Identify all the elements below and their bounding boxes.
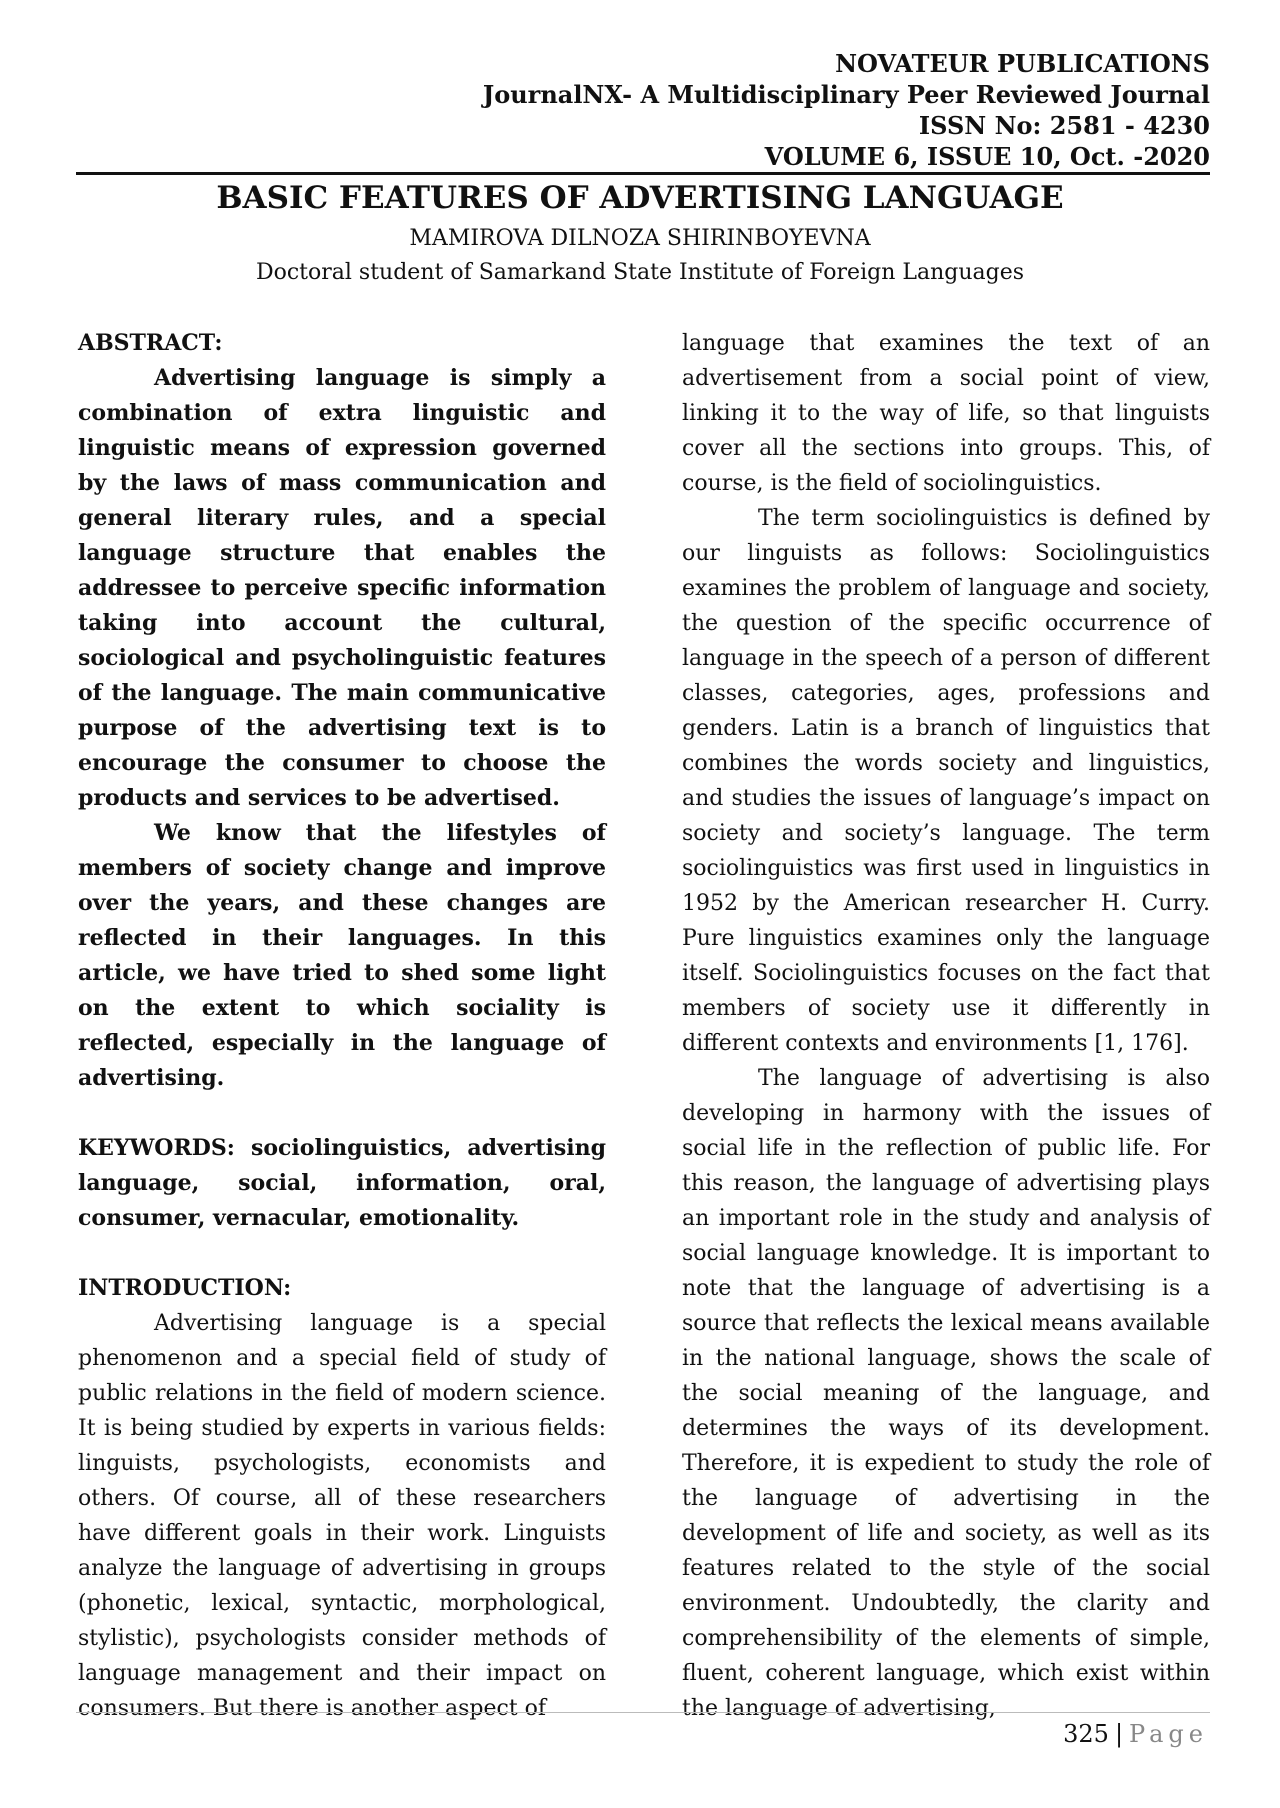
author-name: MAMIROVA DILNOZA SHIRINBOYEVNA	[409, 226, 871, 251]
page-footer	[1063, 1718, 1208, 1750]
journal-header	[483, 48, 1210, 172]
introduction-paragraph-1: Advertising language is a special phenomenon and a special field of study of public relations in the field of modern science. It is being studied by experts in various fields: linguists, psychologists, economists and others. Of course, all of these researchers have different goals in their work. Linguists analyze the language of advertising in groups (phonetic, lexical, syntactic, morphological, stylistic), psychologists consider methods of language management and their impact on consumers. But there is another aspect of	[78, 1311, 606, 1721]
keywords	[78, 1131, 606, 1236]
abstract-heading: ABSTRACT:	[78, 330, 223, 356]
journal-name: JournalNX- A Multidisciplinary Peer Reviewed Journal	[482, 80, 1210, 109]
paper-title: BASIC FEATURES OF ADVERTISING LANGUAGE	[216, 180, 1064, 216]
keywords-label: KEYWORDS:	[78, 1135, 235, 1161]
header-divider	[76, 172, 1210, 175]
spacer	[78, 1096, 606, 1131]
issn: ISSN No: 2581 - 4230	[918, 111, 1210, 140]
body-paragraph-2: The term sociolinguistics is defined by our linguists as follows: Sociolinguistics examines the problem of language and society, the question of the specific occurrence of language in the speech of a person of different classes, categories, ages, professions and genders. Latin is a branch of linguistics that combines the words society and linguistics, and studies the issues of language’s impact on society and society’s language. The term sociolinguistics was first used in linguistics in 1952 by the American researcher H. Curry. Pure linguistics examines only the language itself. Sociolinguistics focuses on the fact that members of society use it differently in different contexts and environments [1, 176].	[682, 506, 1210, 1056]
author-affiliation: Doctoral student of Samarkand State Institute of Foreign Languages	[255, 260, 1025, 285]
right-column	[682, 326, 1210, 1726]
page-label: Page	[1129, 1720, 1208, 1748]
keywords-text: sociolinguistics, advertising language, social, information, oral, consumer, vernacular, emotionality.	[78, 1135, 606, 1231]
body-paragraph-3: The language of advertising is also developing in harmony with the issues of social life in the reflection of public life. For this reason, the language of advertising plays an important role in the study and analysis of social language knowledge. It is important to note that the language of advertising is a source that reflects the lexical means available in the national language, shows the scale of the social meaning of the language, and determines the ways of its development. Therefore, it is expedient to study the role of the language of advertising in the development of life and society, as well as its features related to the style of the social environment. Undoubtedly, the clarity and comprehensibility of the elements of simple, fluent, coherent language, which exist within the language of advertising,	[682, 1066, 1210, 1721]
page-number: 325	[1063, 1720, 1109, 1748]
body-paragraph-1: language that examines the text of an advertisement from a social point of view, linking it to the way of life, so that linguists cover all the sections into groups. This, of course, is the field of sociolinguistics.	[682, 331, 1210, 496]
abstract-paragraph-1: Advertising language is simply a combination of extra linguistic and linguistic means of expression governed by the laws of mass communication and general literary rules, and a special language structure that enables the addressee to perceive specific information taking into account the cultural, sociological and psycholinguistic features of the language. The main communicative purpose of the advertising text is to encourage the consumer to choose the products and services to be advertised.	[78, 365, 606, 811]
introduction-heading: INTRODUCTION:	[78, 1275, 292, 1301]
volume-issue: VOLUME 6, ISSUE 10, Oct. -2020	[764, 142, 1210, 171]
abstract-paragraph-2: We know that the lifestyles of members of society change and improve over the years, and these changes are reflected in their languages. In this article, we have tried to shed some light on the extent to which sociality is reflected, especially in the language of advertising.	[78, 820, 606, 1091]
publisher-name: NOVATEUR PUBLICATIONS	[835, 49, 1210, 78]
page-separator: |	[1114, 1720, 1124, 1748]
footer-divider	[76, 1712, 1210, 1713]
left-column	[78, 326, 606, 1726]
spacer	[78, 1236, 606, 1271]
